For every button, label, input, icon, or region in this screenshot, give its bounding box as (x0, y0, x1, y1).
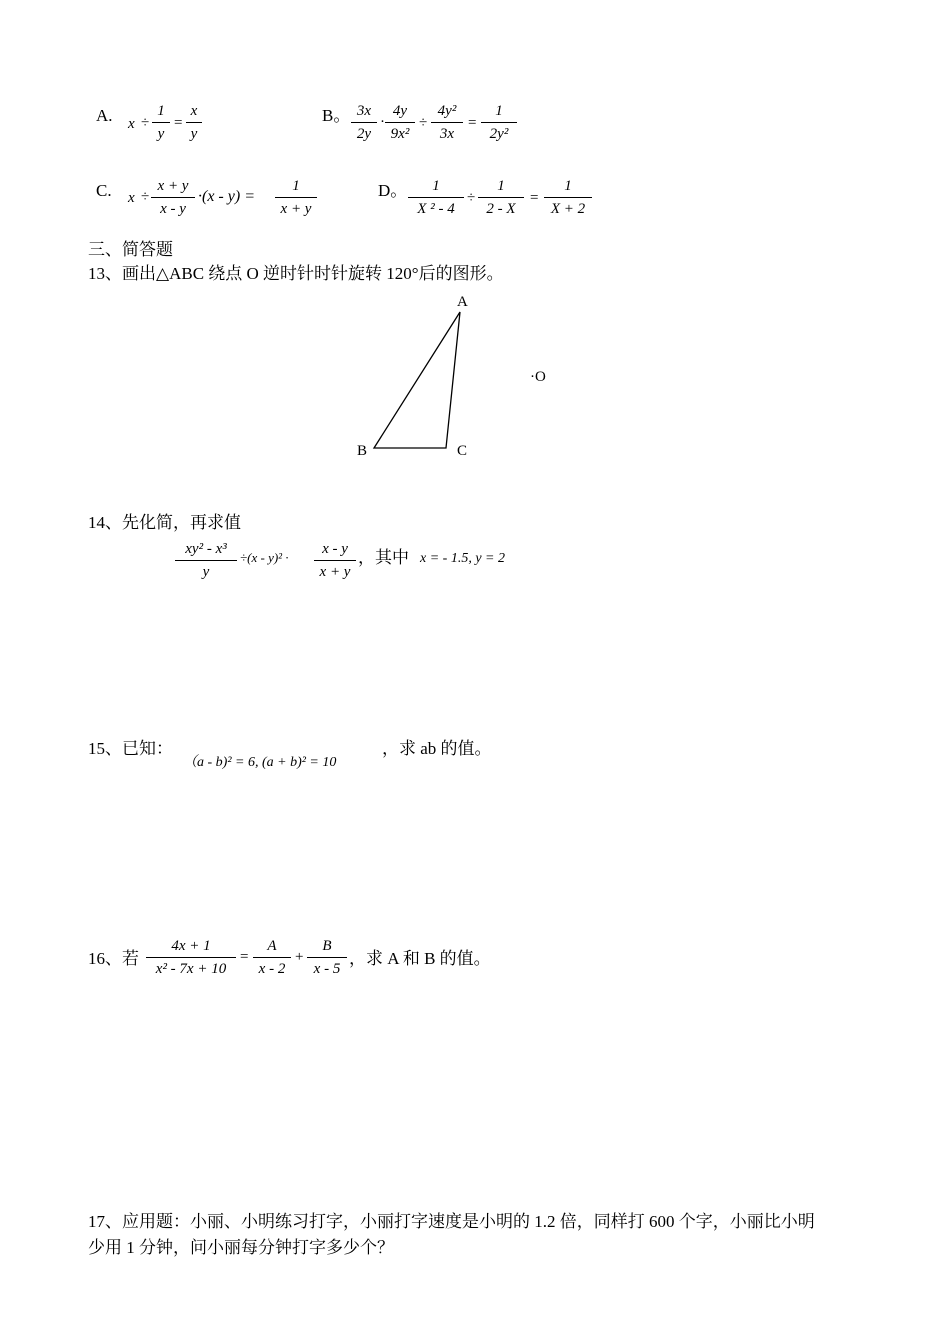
option-c-fraction-2: 1 x + y (275, 177, 317, 218)
option-d-fraction-2: 1 2 - X (478, 177, 524, 218)
question-17-line-2: 少用 1 分钟，问小丽每分钟打字多少个？ (88, 1238, 394, 1257)
q14-fraction-1: xy² - x³ y (175, 540, 237, 581)
option-c-div: ÷ (141, 189, 150, 205)
q16-eq: = (240, 949, 249, 965)
triangle-abc (374, 312, 460, 448)
q14-middle: ÷(x - y)² · (240, 550, 289, 565)
section-title: 三、简答题 (88, 240, 173, 259)
q16-plus: + (295, 949, 304, 965)
option-a-div: ÷ (141, 115, 150, 131)
point-label-o: ·O (530, 369, 546, 385)
option-b-dot: · (380, 114, 385, 130)
vertex-label-c: C (457, 443, 468, 459)
vertex-label-b: B (357, 443, 368, 459)
vertex-label-a: A (457, 294, 468, 310)
option-a-fraction-2: x y (186, 102, 202, 143)
option-b-fraction-4: 1 2y² (481, 102, 517, 143)
option-d-fraction-1: 1 X ² - 4 (408, 177, 464, 218)
option-b-fraction-3: 4y² 3x (431, 102, 463, 143)
q16-fraction-2: A x - 2 (253, 937, 291, 978)
option-d-fraction-3: 1 X + 2 (544, 177, 592, 218)
q14-fraction-2: x - y x + y (314, 540, 356, 581)
option-a-var: x (128, 116, 135, 132)
question-16-prefix: 16、若 (88, 949, 139, 968)
question-15-suffix: ，求 ab 的值。 (382, 739, 492, 758)
q15-expression: （a - b)² = 6, (a + b)² = 10 (183, 755, 337, 770)
question-13-text: 13、画出△ABC 绕点 O 逆时针时针旋转 120°后的图形。 (88, 264, 504, 283)
option-b-fraction-1: 3x 2y (351, 102, 377, 143)
option-d-eq: = (530, 190, 539, 206)
question-15-prefix: 15、已知： (88, 739, 173, 758)
option-c-middle: ·(x - y) = (198, 188, 255, 205)
option-a-label: A. (96, 106, 113, 125)
question-14-text: 14、先化简，再求值 (88, 513, 241, 532)
option-d-div: ÷ (467, 190, 476, 206)
q14-condition-prefix: ，其中 (358, 548, 409, 567)
option-d-label: D。 (378, 181, 408, 200)
q16-fraction-1: 4x + 1 x² - 7x + 10 (146, 937, 236, 978)
option-c-var: x (128, 190, 135, 206)
question-17-line-1: 17、应用题：小丽、小明练习打字，小丽打字速度是小明的 1.2 倍，同样打 600 个字，小丽比小明 (88, 1212, 815, 1231)
option-c-label: C. (96, 181, 112, 200)
option-b-fraction-2: 4y 9x² (385, 102, 415, 143)
option-b-eq: = (468, 115, 477, 131)
q16-fraction-3: B x - 5 (307, 937, 347, 978)
q14-condition: x = - 1.5, y = 2 (420, 551, 505, 566)
question-16-suffix: ，求 A 和 B 的值。 (349, 949, 491, 968)
option-b-label: B。 (322, 106, 351, 125)
option-a-fraction-1: 1 y (152, 102, 170, 143)
option-b-div: ÷ (419, 115, 428, 131)
option-a-eq: = (174, 115, 183, 131)
option-c-fraction-1: x + y x - y (151, 177, 195, 218)
